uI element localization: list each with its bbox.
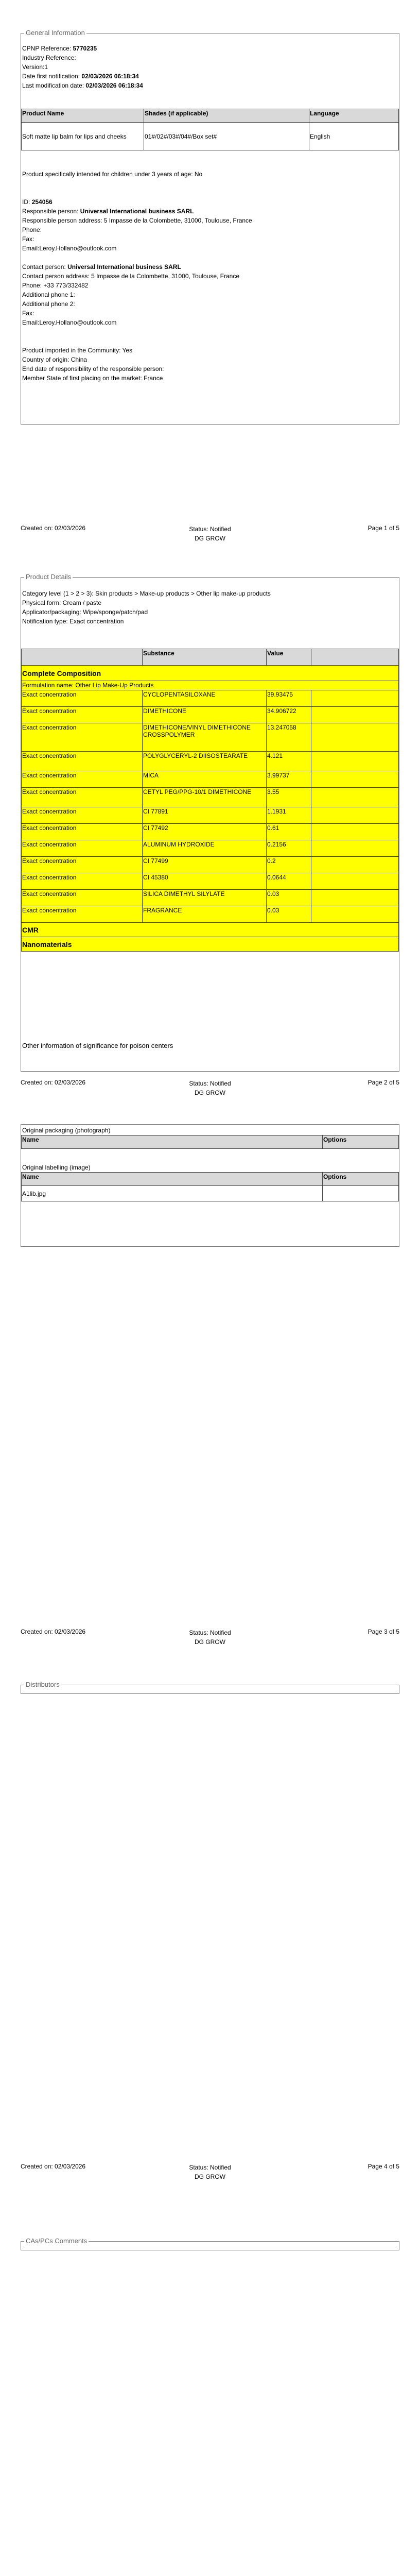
composition-type-cell: Exact concentration [22, 873, 143, 890]
distributors-legend: Distributors [24, 1681, 61, 1688]
footer-page-number: Page 2 of 5 [367, 1079, 399, 1086]
composition-value-cell: 34.906722 [267, 707, 311, 723]
composition-type-cell: Exact concentration [22, 752, 143, 771]
language-cell: English [309, 123, 399, 150]
composition-value-cell: 4.121 [267, 752, 311, 771]
composition-header-type [22, 649, 143, 666]
composition-substance-cell: ALUMINUM HYDROXIDE [143, 840, 267, 857]
header-shades: Shades (if applicable) [144, 109, 309, 123]
footer-company: DG GROW [195, 2173, 225, 2180]
footer-company: DG GROW [195, 1638, 225, 1646]
general-information-legend: General Information [24, 29, 86, 37]
product-name-cell: Soft matte lip balm for lips and cheeks [22, 123, 144, 150]
version: Version:1 [22, 63, 48, 71]
composition-type-cell: Exact concentration [22, 857, 143, 873]
cpnp-reference: CPNP Reference: 5770235 [22, 45, 97, 52]
responsible-id: ID: 254056 [22, 198, 52, 206]
header-product-name: Product Name [22, 109, 144, 123]
composition-substance-cell: DIMETHICONE/VINYL DIMETHICONE CROSSPOLYMER [143, 723, 267, 752]
original-labelling-title: Original labelling (image) [22, 1164, 91, 1171]
complete-composition: Complete Composition [22, 666, 399, 681]
footer-company: DG GROW [195, 1089, 225, 1096]
composition-type-cell: Exact concentration [22, 906, 143, 923]
label-file-options [323, 1186, 399, 1201]
composition-type-cell: Exact concentration [22, 840, 143, 857]
composition-extra-cell [311, 752, 399, 771]
footer-page-number: Page 1 of 5 [367, 524, 399, 532]
composition-extra-cell [311, 771, 399, 788]
composition-value-cell: 1.1931 [267, 807, 311, 824]
composition-extra-cell [311, 824, 399, 840]
notification-type: Notification type: Exact concentration [22, 618, 124, 625]
composition-extra-cell [311, 707, 399, 723]
composition-row [22, 873, 399, 890]
composition-type-cell: Exact concentration [22, 707, 143, 723]
original-packaging-title: Original packaging (photograph) [22, 1127, 111, 1134]
composition-substance-cell: CETYL PEG/PPG-10/1 DIMETHICONE [143, 788, 267, 807]
composition-row [22, 807, 399, 824]
composition-type-cell: Exact concentration [22, 771, 143, 788]
composition-type-cell: Exact concentration [22, 824, 143, 840]
composition-value-cell: 13.247058 [267, 723, 311, 752]
footer-created: Created on: 02/03/2026 [21, 2163, 86, 2170]
contact-address: Contact person address: 5 Impasse de la Colombette, 31000, Toulouse, France [22, 273, 240, 280]
contact-phone: Phone: +33 773/332482 [22, 282, 89, 289]
composition-row [22, 788, 399, 807]
composition-value-cell: 0.03 [267, 906, 311, 923]
page-footer [21, 1628, 399, 1647]
footer-company: DG GROW [195, 535, 225, 542]
responsible-email: Email:Leroy.Hollano@outlook.com [22, 245, 117, 252]
composition-type-cell: Exact concentration [22, 807, 143, 824]
composition-extra-cell [311, 788, 399, 807]
composition-row [22, 752, 399, 771]
applicator-packaging: Applicator/packaging: Wipe/sponge/patch/pad [22, 608, 148, 616]
formulation-name: Formulation name: Other Lip Make-Up Products [22, 681, 399, 690]
composition-value-cell: 0.0644 [267, 873, 311, 890]
imported-note: Product imported in the Community: Yes [22, 347, 133, 354]
composition-extra-cell [311, 873, 399, 890]
composition-substance-cell: DIMETHICONE [143, 707, 267, 723]
composition-extra-cell [311, 807, 399, 824]
page-footer [21, 1079, 399, 1097]
composition-type-cell: Exact concentration [22, 690, 143, 707]
composition-substance-cell: CI 77891 [143, 807, 267, 824]
contact-fax: Fax: [22, 310, 34, 317]
contact-phone-2: Additional phone 2: [22, 300, 75, 308]
shades-cell: 01#/02#/03#/04#/Box set# [144, 123, 309, 150]
physical-form: Physical form: Cream / paste [22, 599, 102, 606]
footer-status: Status: Notified [189, 526, 231, 533]
composition-row [22, 690, 399, 707]
responsible-phone: Phone: [22, 226, 42, 233]
footer-page-number: Page 3 of 5 [367, 1628, 399, 1635]
poison-center-info: Other information of significance for poison centers [22, 1042, 173, 1049]
contact-person: Contact person: Universal International business SARL [22, 263, 181, 270]
composition-value-cell: 0.61 [267, 824, 311, 840]
product-name-table [21, 109, 399, 150]
header-language: Language [309, 109, 399, 123]
composition-value-cell: 39.93475 [267, 690, 311, 707]
footer-status: Status: Notified [189, 2164, 231, 2171]
composition-row [22, 723, 399, 752]
composition-substance-cell: CYCLOPENTASILOXANE [143, 690, 267, 707]
composition-substance-cell: CI 45380 [143, 873, 267, 890]
labelling-header-options: Options [323, 1173, 399, 1186]
composition-substance-cell: CI 77492 [143, 824, 267, 840]
footer-status: Status: Notified [189, 1080, 231, 1087]
composition-extra-cell [311, 723, 399, 752]
cmr-row: CMR [22, 923, 399, 937]
page-footer [21, 2163, 399, 2181]
composition-row [22, 771, 399, 788]
composition-type-cell: Exact concentration [22, 723, 143, 752]
footer-created: Created on: 02/03/2026 [21, 1628, 86, 1635]
composition-extra-cell [311, 690, 399, 707]
packaging-header-name: Name [22, 1136, 323, 1149]
composition-substance-cell: SILICA DIMETHYL SILYLATE [143, 890, 267, 906]
footer-page-number: Page 4 of 5 [367, 2163, 399, 2170]
composition-extra-cell [311, 890, 399, 906]
composition-header-extra [311, 649, 399, 666]
product-details-section [21, 573, 399, 1072]
general-information-section [21, 29, 399, 425]
footer-status: Status: Notified [189, 1629, 231, 1636]
product-details-legend: Product Details [24, 573, 73, 581]
original-labelling-table [21, 1172, 399, 1201]
responsible-address: Responsible person address: 5 Impasse de la Colombette, 31000, Toulouse, France [22, 217, 252, 224]
composition-substance-cell: FRAGRANCE [143, 906, 267, 923]
composition-row [22, 840, 399, 857]
page-footer [21, 524, 399, 543]
composition-value-cell: 0.03 [267, 890, 311, 906]
distributors-section [21, 1681, 399, 1694]
responsible-fax: Fax: [22, 235, 34, 243]
composition-value-cell: 0.2156 [267, 840, 311, 857]
composition-substance-cell: POLYGLYCERYL-2 DIISOSTEARATE [143, 752, 267, 771]
composition-header-value: Value [267, 649, 311, 666]
footer-created: Created on: 02/03/2026 [21, 524, 86, 532]
composition-table [21, 649, 399, 952]
composition-extra-cell [311, 906, 399, 923]
contact-email: Email:Leroy.Hollano@outlook.com [22, 319, 117, 326]
composition-extra-cell [311, 857, 399, 873]
composition-type-cell: Exact concentration [22, 890, 143, 906]
end-date-responsibility: End date of responsibility of the responsible person: [22, 365, 164, 372]
composition-extra-cell [311, 840, 399, 857]
composition-type-cell: Exact concentration [22, 788, 143, 807]
original-packaging-table [21, 1135, 399, 1149]
nanomaterials-row: Nanomaterials [22, 937, 399, 952]
composition-substance-cell: MICA [143, 771, 267, 788]
contact-phone-1: Additional phone 1: [22, 291, 75, 298]
member-state: Member State of first placing on the market: France [22, 375, 163, 382]
composition-row [22, 890, 399, 906]
date-first-notification: Date first notification: 02/03/2026 06:18:34 [22, 73, 139, 80]
composition-row [22, 824, 399, 840]
comments-section [21, 2237, 399, 2250]
comments-legend: CAs/PCs Comments [24, 2237, 89, 2245]
footer-created: Created on: 02/03/2026 [21, 1079, 86, 1086]
labelling-header-name: Name [22, 1173, 323, 1186]
composition-row [22, 906, 399, 923]
composition-header-substance: Substance [143, 649, 267, 666]
children-note: Product specifically intended for children under 3 years of age: No [22, 171, 203, 178]
composition-value-cell: 0.2 [267, 857, 311, 873]
responsible-person: Responsible person: Universal International business SARL [22, 208, 194, 215]
last-modification-date: Last modification date: 02/03/2026 06:18:34 [22, 82, 143, 89]
composition-value-cell: 3.99737 [267, 771, 311, 788]
industry-reference: Industry Reference: [22, 54, 76, 61]
packaging-header-options: Options [323, 1136, 399, 1149]
label-file-name[interactable]: A1lib.jpg [22, 1186, 323, 1201]
composition-row [22, 857, 399, 873]
country-of-origin: Country of origin: China [22, 356, 87, 363]
composition-substance-cell: CI 77499 [143, 857, 267, 873]
packaging-section [21, 1124, 399, 1247]
composition-row [22, 707, 399, 723]
composition-value-cell: 3.55 [267, 788, 311, 807]
category-level: Category level (1 > 2 > 3): Skin products > Make-up products > Other lip make-up products [22, 590, 271, 597]
